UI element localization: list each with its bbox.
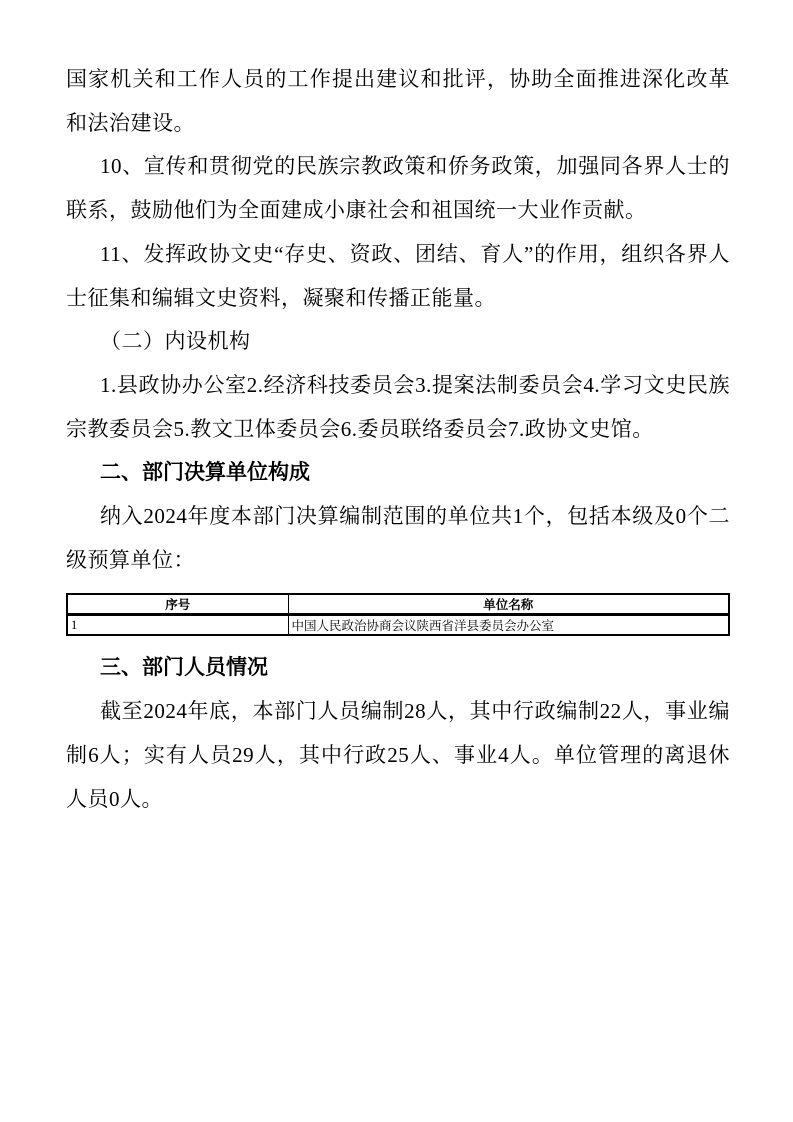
unit-table-header-name: 单位名称 bbox=[288, 594, 729, 615]
paragraph-section-2-intro: 纳入2024年度本部门决算编制范围的单位共1个，包括本级及0个二级预算单位： bbox=[66, 504, 730, 572]
paragraph-internal-orgs-list: 1.县政协办公室2.经济科技委员会3.提案法制委员会4.学习文史民族宗教委员会5.教文卫体委员会6.委员联络委员会7.政协文史馆。 bbox=[66, 372, 730, 441]
paragraph-section-3-body: 截至2024年底，本部门人员编制28人，其中行政编制22人，事业编制6人；实有人员29人，其中行政25人、事业4人。单位管理的离退休人员0人。 bbox=[66, 699, 730, 811]
unit-table-header-row bbox=[67, 594, 729, 615]
unit-table-row bbox=[67, 615, 729, 636]
paragraph-item-11: 11、发挥政协文史“存史、资政、团结、育人”的作用，组织各界人士征集和编辑文史资料，凝聚和传播正能量。 bbox=[66, 241, 730, 310]
paragraph-continuation: 国家机关和工作人员的工作提出建议和批评，协助全面推进深化改革和法治建设。 bbox=[66, 67, 730, 135]
subheading-internal-structure: （二）内设机构 bbox=[100, 329, 251, 354]
heading-section-2-unit-composition: 二、部门决算单位构成 bbox=[100, 461, 310, 485]
unit-name-cell: 中国人民政治协商会议陕西省洋县委员会办公室 bbox=[288, 615, 729, 636]
unit-index-cell: 1 bbox=[67, 615, 288, 636]
paragraph-item-10: 10、宣传和贯彻党的民族宗教政策和侨务政策，加强同各界人士的联系，鼓励他们为全面建成小康社会和祖国统一大业作贡献。 bbox=[66, 154, 730, 223]
unit-table bbox=[66, 593, 730, 636]
unit-table-header-index: 序号 bbox=[67, 594, 288, 615]
document-content bbox=[66, 58, 730, 821]
heading-section-3-personnel: 三、部门人员情况 bbox=[100, 656, 268, 680]
